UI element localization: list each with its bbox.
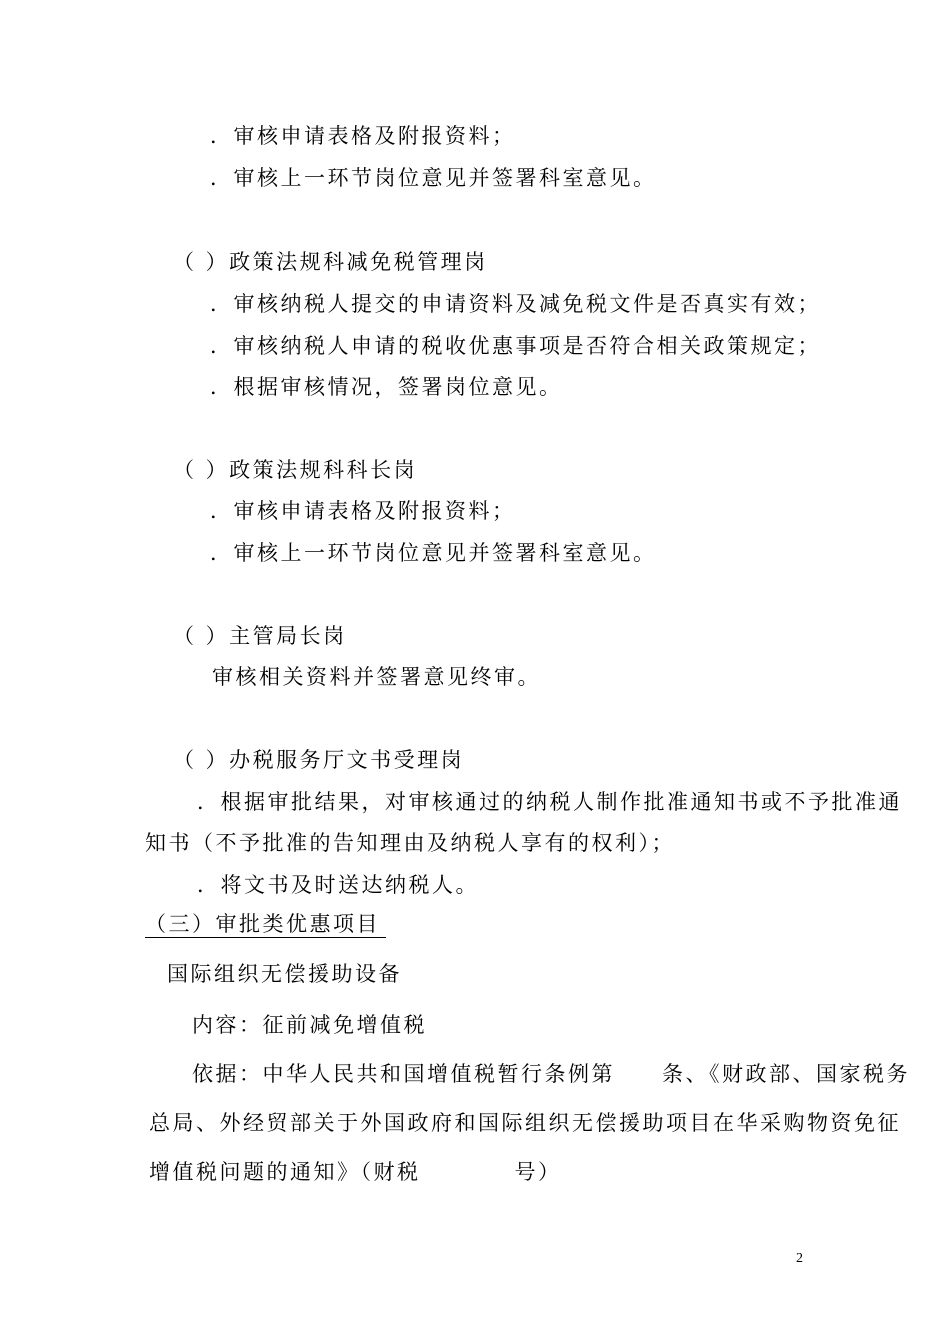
step-issue-notice-cont: 知书（不予批准的告知理由及纳税人享有的权利）； [145,831,675,855]
step-deliver-documents: ．将文书及时送达纳税人。 [197,873,479,897]
step-final-review: 审核相关资料并签署意见终审。 [212,665,541,689]
role-heading-policy-relief: （ ）政策法规科减免税管理岗 [173,250,488,274]
step-sign-opinion: ．根据审核情况，签署岗位意见。 [210,375,563,399]
item-basis-cont-2: 增值税问题的通知》（财税 号） [149,1160,562,1184]
item-basis: 依据：中华人民共和国增值税暂行条例第 条、《财政部、国家税务 [192,1062,910,1086]
step-issue-notice: ．根据审批结果，对审核通过的纳税人制作批准通知书或不予批准通 [197,790,902,814]
role-heading-director: （ ）主管局长岗 [173,624,347,648]
item-title-aid-equipment: 国际组织无偿援助设备 [167,962,402,986]
step-review-prior-opinion: ．审核上一环节岗位意见并签署科室意见。 [210,166,657,190]
section-heading-approval-items: （三）审批类优惠项目 [145,911,386,938]
item-basis-cont-1: 总局、外经贸部关于外国政府和国际组织无偿援助项目在华采购物资免征 [149,1111,901,1135]
role-heading-service-hall: （ ）办税服务厅文书受理岗 [173,748,465,772]
step-review-forms-2: ．审核申请表格及附报资料； [210,499,516,523]
role-heading-policy-chief: （ ）政策法规科科长岗 [173,458,418,482]
step-verify-authenticity: ．审核纳税人提交的申请资料及减免税文件是否真实有效； [210,292,821,316]
step-review-forms: ．审核申请表格及附报资料； [210,124,516,148]
step-review-prior-opinion-2: ．审核上一环节岗位意见并签署科室意见。 [210,541,657,565]
step-verify-compliance: ．审核纳税人申请的税收优惠事项是否符合相关政策规定； [210,334,821,358]
item-content: 内容：征前减免增值税 [192,1013,427,1037]
page-number: 2 [796,1251,803,1266]
